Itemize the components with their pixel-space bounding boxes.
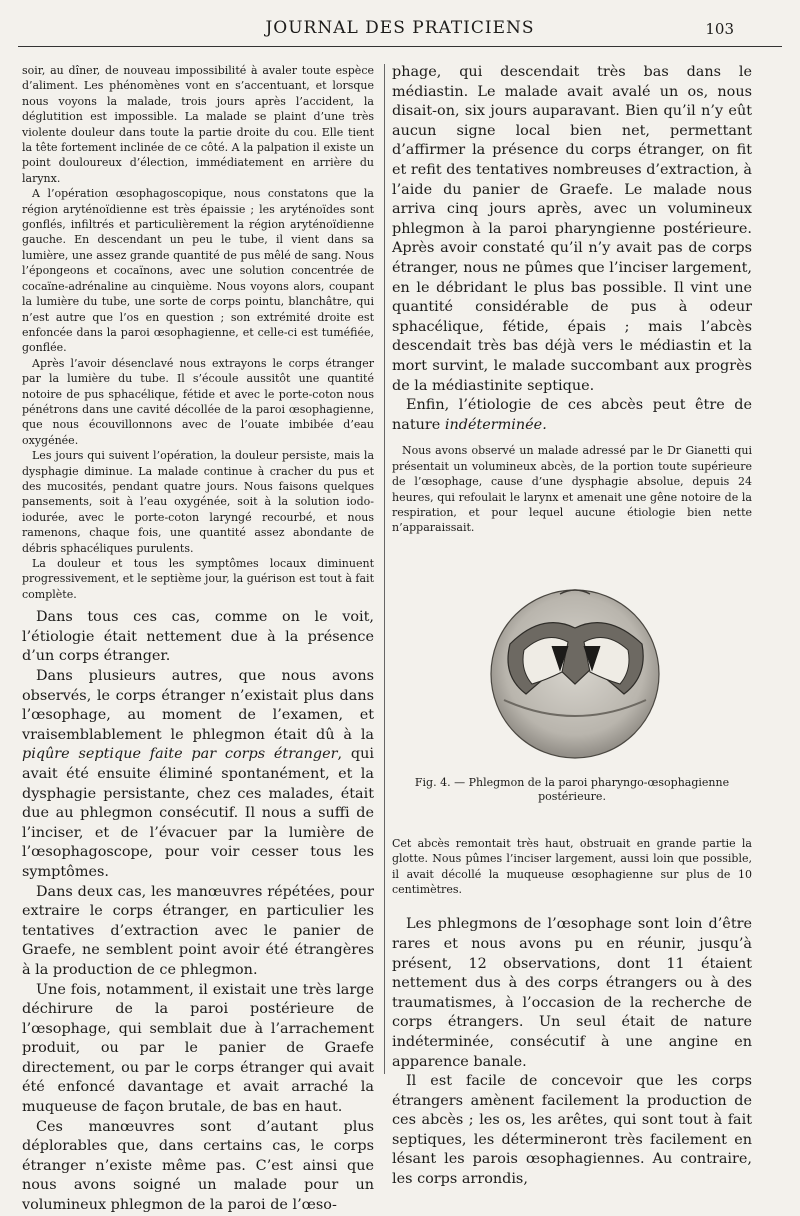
italic-run: piqûre septique faite par corps étranger	[22, 746, 338, 763]
page-number: 103	[705, 20, 734, 38]
figure-note-small-text	[392, 836, 752, 898]
body-paragraph	[22, 667, 374, 883]
main-text-right	[392, 63, 752, 435]
small-paragraph: La douleur et tous les symptômes locaux diminuent progressivement, et le septième jour, la guérison est tout à fait complète.	[22, 557, 374, 601]
body-paragraph: Dans deux cas, les manœuvres répétées, pour extraire le corps étranger, en particulier les tentatives d’extraction avec le panier de Graefe, ne semblent point avoir été étrangères à la production de ce phlegmon.	[22, 883, 374, 978]
body-paragraph: Il est facile de concevoir que les corps étrangers amènent facilement la production de ces abcès ; les os, les arêtes, qui sont tout à fait septiques, les détermineront très facilement en lésant les parois œsophagiennes. Au contraire, les corps arrondis,	[392, 1073, 752, 1188]
header-rule	[18, 46, 782, 47]
figure-4	[392, 572, 752, 828]
small-paragraph: A l’opération œsophagoscopique, nous constatons que la région aryténoïdienne est très épaissie ; les aryténoïdes sont gonflés, infiltrés et particulièrement la région aryténoïdienne gauche. En descendant un peu le tube, il vient dans sa lumière, une assez grande quantité de pus mêlé de sang. Nous l’épongeons et cocaïnons, avec une solution concentrée de cocaïne-adrénaline au cinquième. Nous voyons alors, coupant la lumière du tube, une sorte de corps pointu, blanchâtre, qui n’est autre que l’os en question ; son extrémité droite est enfoncée dans la paroi œsophagienne, et celle-ci est tuméfiée, gonflée.	[22, 187, 374, 355]
column-divider	[384, 64, 385, 1074]
text-run: , qui avait été ensuite éliminé spontanément, et la dysphagie persistante, chez ces malades, était due au phlegmon consécutif. Il nous a suffi de l’inciser, et de l’évacuer par la lumière de l’œsophagoscope, pour voir cesser tous les symptômes.	[22, 746, 374, 880]
case-report-small-text	[22, 63, 374, 602]
body-paragraph: phage, qui descendait très bas dans le médiastin. Le malade avait avalé un os, nous disait-on, six jours auparavant. Bien qu’il n’y eût aucun signe local bien net, permettant d’affirmer la présence du corps étranger, on fit et refit des tentatives nombreuses d’extraction, à l’aide du panier de Graefe. Le malade nous arriva cinq jours après, avec un volumineux phlegmon à la paroi pharyngienne postérieure. Après avoir constaté qu’il n’y avait pas de corps étranger, nous ne pûmes que l’inciser largement, en le débridant le plus bas possible. Il vint une quantité considérable de pus à odeur sphacélique, fétide, épais ; mais l’abcès descendait très bas déjà vers le médiastin et la mort survint, le malade succombant aux progrès de la médiastinite septique.	[392, 64, 752, 394]
small-paragraph: Nous avons observé un malade adressé par le Dr Gianetti qui présentait un volumineux abcès, de la portion toute supérieure de l’œsophage, cause d’une dysphagie absolue, depuis 24 heures, qui refoulait le larynx et amenait une gêne notoire de la respiration, et pour lequel aucune étiologie bien nette n’apparaissait.	[392, 444, 752, 535]
small-paragraph: soir, au dîner, de nouveau impossibilité à avaler toute espèce d’aliment. Les phénomènes vont en s’accentuant, et lorsque nous voyons la malade, trois jours après l’accident, la déglutition est impossible. La malade se plaint d’une très violente douleur dans toute la partie droite du cou. Elle tient la tête fortement inclinée de ce côté. A la palpation il existe un point douloureux d’élection, immédiatement en arrière du larynx.	[22, 64, 374, 185]
body-paragraph	[392, 396, 752, 435]
main-text	[22, 608, 374, 1215]
right-column	[392, 63, 752, 1190]
body-paragraph: Les phlegmons de l’œsophage sont loin d’être rares et nous avons pu en réunir, jusqu’à présent, 12 observations, dont 11 étaient nettement dus à des corps étrangers ou à des traumatismes, à l’occasion de la recherche de corps étrangers. Un seul était de nature indéterminée, consécutif à une angine en apparence banale.	[392, 916, 752, 1070]
figure-caption: Fig. 4. — Phlegmon de la paroi pharyngo-œsophagienne postérieure.	[414, 775, 730, 803]
journal-title: JOURNAL DES PRATICIENS	[265, 18, 535, 38]
text-run: Enfin, l’étiologie de ces abcès peut être de nature	[392, 397, 752, 433]
small-paragraph: Après l’avoir désenclavé nous extrayons le corps étranger par la lumière du tube. Il s’écoule aussitôt une quantité notoire de pus sphacélique, fétide et avec le porte-coton nous pénétrons dans une cavité décollée de la paroi œsophagienne, que nous écouvillonnons avec de l’ouate imbibée d’eau oxygénée.	[22, 356, 374, 447]
body-paragraph: Ces manœuvres sont d’autant plus déplorables que, dans certains cas, le corps étranger n’existe même pas. C’est ainsi que nous avons soigné un malade pour un volumineux phlegmon de la paroi de l’œso-	[22, 1118, 374, 1214]
body-paragraph: Dans tous ces cas, comme on le voit, l’étiologie était nettement due à la présence d’un corps étranger.	[22, 609, 374, 665]
phlegmon-illustration	[392, 572, 752, 772]
small-paragraph: Cet abcès remontait très haut, obstruait en grande partie la glotte. Nous pûmes l’inciser largement, aussi loin que possible, il avait décollé la muqueuse œsophagienne sur plus de 10 centimètres.	[392, 836, 752, 896]
observation-small-text	[392, 443, 752, 535]
main-text-right-bottom	[392, 915, 752, 1189]
text-run: Dans plusieurs autres, que nous avons observés, le corps étranger n’existait plus dans l’œsophage, au moment de l’examen, et vraisemblablement le phlegmon était dû à la	[22, 668, 374, 743]
page-header	[0, 0, 800, 52]
italic-run: indéterminée.	[444, 416, 547, 433]
left-column	[22, 63, 374, 1216]
body-paragraph: Une fois, notamment, il existait une très large déchirure de la paroi postérieure de l’œsophage, qui semblait due à l’arrachement produit, ou par le panier de Graefe directement, ou par le corps étranger qui avait été enfoncé davantage et avait arraché la muqueuse de façon brutale, de bas en haut.	[22, 981, 374, 1116]
small-paragraph: Les jours qui suivent l’opération, la douleur persiste, mais la dysphagie diminue. La malade continue à cracher du pus et des mucosités, pendant quatre jours. Nous faisons quelques pansements, soit à l’eau oxygénée, soit à la solution iodo-iodurée, avec le porte-coton laryngé recourbé, et nous ramenons, chaque fois, une quantité assez abondante de débris sphacéliques purulents.	[22, 449, 374, 555]
